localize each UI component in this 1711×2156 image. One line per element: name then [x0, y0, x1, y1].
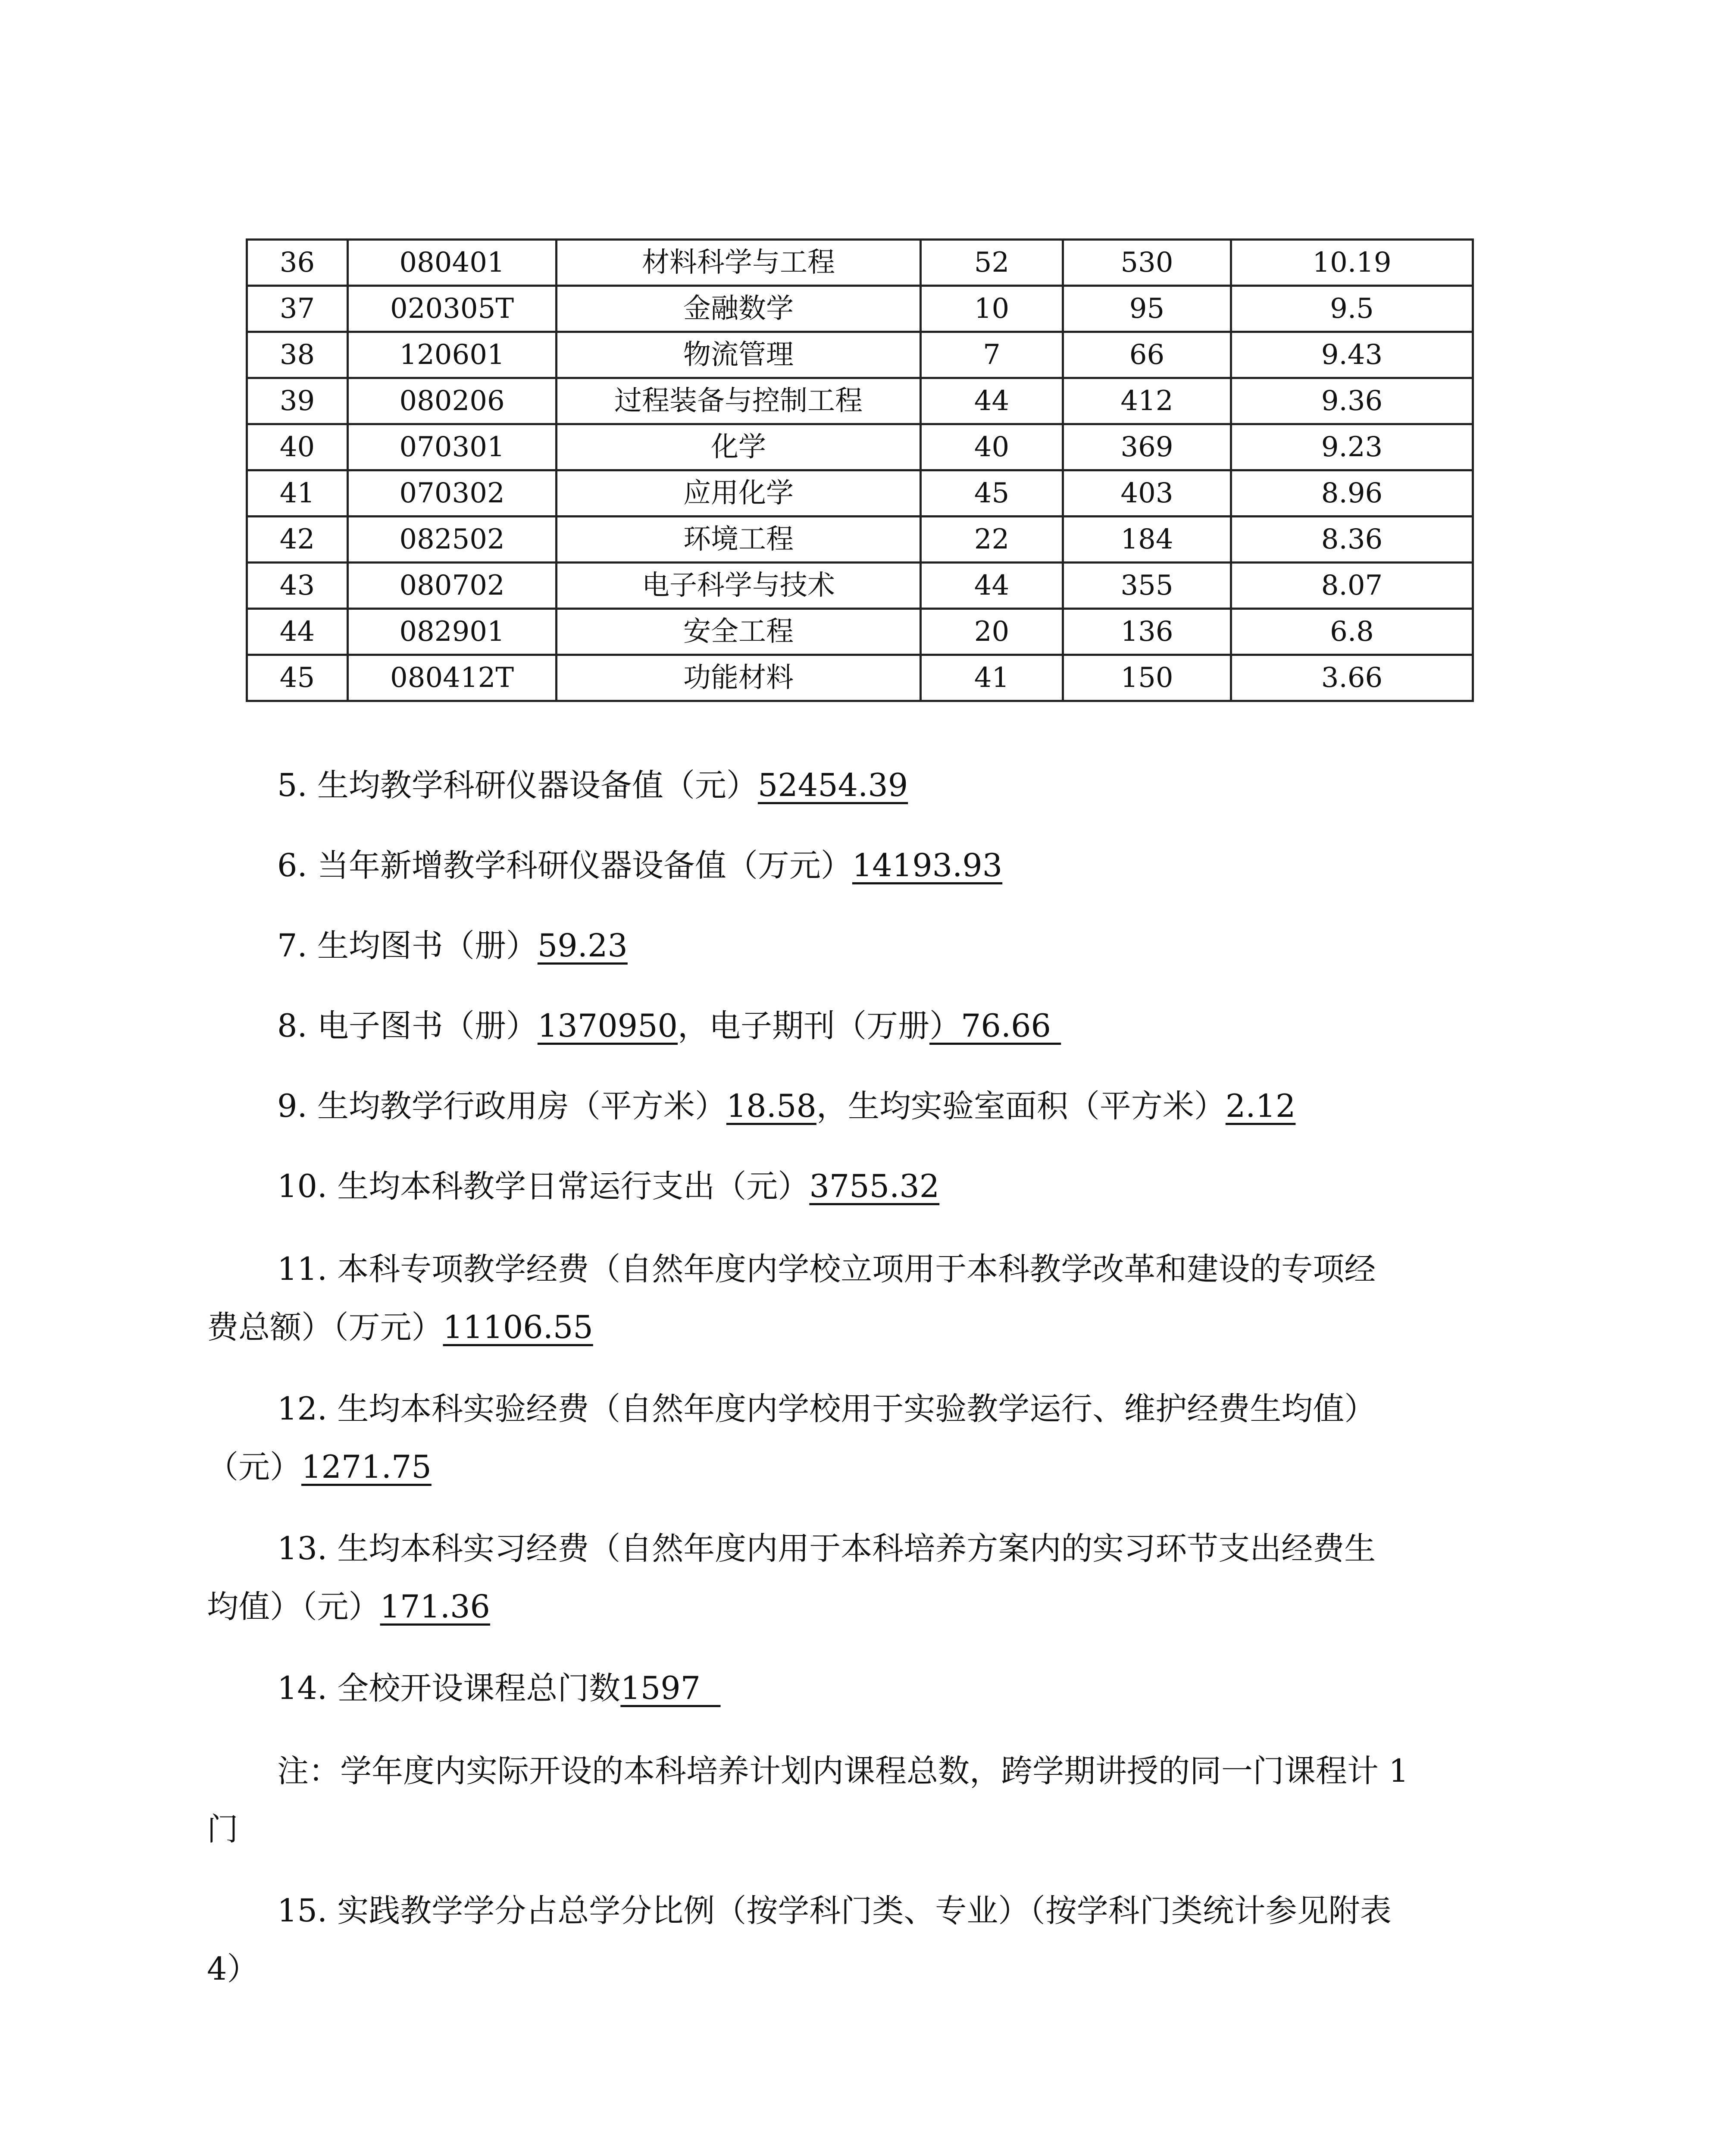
- value-b-cell: 369: [1063, 424, 1231, 470]
- value-a-cell: 41: [921, 655, 1063, 701]
- item-13-line2: [207, 1584, 490, 1630]
- major-name-cell: 电子科学与技术: [557, 563, 921, 609]
- value-a-cell: 52: [921, 240, 1063, 286]
- item-8-value: 1370950: [537, 1008, 678, 1044]
- item-6: [277, 843, 1002, 889]
- item-10-label: 10. 生均本科教学日常运行支出（元）: [277, 1168, 810, 1205]
- major-name-cell: 功能材料: [557, 655, 921, 701]
- item-10: [277, 1163, 939, 1210]
- item-6-value: 14193.93: [852, 847, 1003, 884]
- value-b-cell: 403: [1063, 470, 1231, 517]
- value-b-cell: 150: [1063, 655, 1231, 701]
- value-a-cell: 44: [921, 378, 1063, 424]
- item-9: [277, 1083, 1295, 1130]
- item-13-value: 171.36: [380, 1589, 490, 1625]
- note-line1: 注：学年度内实际开设的本科培养计划内课程总数，跨学期讲授的同一门课程计 1: [277, 1753, 1409, 1789]
- major-name-cell: 化学: [557, 424, 921, 470]
- value-a-cell: 44: [921, 563, 1063, 609]
- item-11-label: 费总额）（万元）: [207, 1309, 443, 1346]
- item-14-value: 1597: [620, 1670, 721, 1707]
- ratio-cell: 8.07: [1231, 563, 1473, 609]
- value-b-cell: 355: [1063, 563, 1231, 609]
- ratio-cell: 6.8: [1231, 609, 1473, 655]
- value-a-cell: 10: [921, 286, 1063, 332]
- item-5-label: 5. 生均教学科研仪器设备值（元）: [277, 767, 758, 804]
- ratio-cell: 9.5: [1231, 286, 1473, 332]
- item-12-value: 1271.75: [301, 1449, 432, 1485]
- major-code-cell: 120601: [348, 332, 557, 378]
- ratio-cell: 9.36: [1231, 378, 1473, 424]
- table-row: [247, 424, 1473, 470]
- ratio-cell: 8.96: [1231, 470, 1473, 517]
- data-table-body: [247, 240, 1473, 701]
- item-11-line1: 11. 本科专项教学经费（自然年度内学校立项用于本科教学改革和建设的专项经: [277, 1251, 1376, 1288]
- major-code-cell: 080206: [348, 378, 557, 424]
- item-9-value2: 2.12: [1225, 1088, 1296, 1125]
- item-11-line2: [207, 1304, 593, 1351]
- item-14: [277, 1665, 721, 1712]
- note-line2: 门: [207, 1811, 238, 1848]
- major-name-cell: 金融数学: [557, 286, 921, 332]
- item-5: [277, 762, 908, 809]
- ratio-cell: 9.23: [1231, 424, 1473, 470]
- table-row: [247, 563, 1473, 609]
- item-12-label: （元）: [207, 1449, 301, 1485]
- table-row: [247, 470, 1473, 517]
- value-a-cell: 7: [921, 332, 1063, 378]
- table-row: [247, 286, 1473, 332]
- item-13-line1: 13. 生均本科实习经费（自然年度内用于本科培养方案内的实习环节支出经费生: [277, 1530, 1376, 1567]
- ratio-cell: 10.19: [1231, 240, 1473, 286]
- value-b-cell: 184: [1063, 517, 1231, 563]
- row-index-cell: 41: [247, 470, 348, 517]
- item-10-value: 3755.32: [809, 1168, 940, 1205]
- data-table: [246, 238, 1474, 702]
- value-b-cell: 66: [1063, 332, 1231, 378]
- major-name-cell: 物流管理: [557, 332, 921, 378]
- item-12-line1: 12. 生均本科实验经费（自然年度内学校用于实验教学运行、维护经费生均值）: [277, 1391, 1376, 1427]
- value-b-cell: 412: [1063, 378, 1231, 424]
- item-7: [277, 923, 628, 969]
- value-a-cell: 40: [921, 424, 1063, 470]
- major-code-cell: 080412T: [348, 655, 557, 701]
- row-index-cell: 38: [247, 332, 348, 378]
- value-a-cell: 20: [921, 609, 1063, 655]
- row-index-cell: 44: [247, 609, 348, 655]
- value-a-cell: 22: [921, 517, 1063, 563]
- item-8-label: 8. 电子图书（册）: [277, 1008, 538, 1044]
- item-13-label: 均值）（元）: [207, 1589, 380, 1625]
- major-code-cell: 070301: [348, 424, 557, 470]
- table-row: [247, 332, 1473, 378]
- row-index-cell: 37: [247, 286, 348, 332]
- item-15-line2: 4）: [207, 1951, 259, 1987]
- table-row: [247, 378, 1473, 424]
- item-11-value: 11106.55: [443, 1309, 593, 1346]
- item-14-label: 14. 全校开设课程总门数: [277, 1670, 621, 1707]
- major-code-cell: 082901: [348, 609, 557, 655]
- item-9-value: 18.58: [726, 1088, 816, 1125]
- item-7-value: 59.23: [537, 928, 628, 964]
- value-a-cell: 45: [921, 470, 1063, 517]
- table-row: [247, 517, 1473, 563]
- row-index-cell: 42: [247, 517, 348, 563]
- ratio-cell: 3.66: [1231, 655, 1473, 701]
- table-row: [247, 609, 1473, 655]
- major-name-cell: 安全工程: [557, 609, 921, 655]
- table-row: [247, 240, 1473, 286]
- item-8-value2: ）76.66: [929, 1008, 1061, 1044]
- row-index-cell: 40: [247, 424, 348, 470]
- major-code-cell: 070302: [348, 470, 557, 517]
- row-index-cell: 45: [247, 655, 348, 701]
- major-name-cell: 应用化学: [557, 470, 921, 517]
- major-name-cell: 环境工程: [557, 517, 921, 563]
- ratio-cell: 9.43: [1231, 332, 1473, 378]
- value-b-cell: 95: [1063, 286, 1231, 332]
- item-8: [277, 1003, 1061, 1050]
- major-name-cell: 材料科学与工程: [557, 240, 921, 286]
- item-15-line1: 15. 实践教学学分占总学分比例（按学科门类、专业）（按学科门类统计参见附表: [277, 1893, 1392, 1929]
- item-9-label: 9. 生均教学行政用房（平方米）: [277, 1088, 726, 1125]
- major-code-cell: 020305T: [348, 286, 557, 332]
- row-index-cell: 43: [247, 563, 348, 609]
- row-index-cell: 36: [247, 240, 348, 286]
- row-index-cell: 39: [247, 378, 348, 424]
- item-6-label: 6. 当年新增教学科研仪器设备值（万元）: [277, 847, 852, 884]
- value-b-cell: 136: [1063, 609, 1231, 655]
- value-b-cell: 530: [1063, 240, 1231, 286]
- major-code-cell: 080401: [348, 240, 557, 286]
- item-7-label: 7. 生均图书（册）: [277, 928, 538, 964]
- major-code-cell: 082502: [348, 517, 557, 563]
- item-12-line2: [207, 1444, 432, 1491]
- item-8-separator: ，电子期刊（万册: [677, 1008, 929, 1044]
- major-name-cell: 过程装备与控制工程: [557, 378, 921, 424]
- item-9-separator: ，生均实验室面积（平方米）: [816, 1088, 1226, 1125]
- major-code-cell: 080702: [348, 563, 557, 609]
- table-row: [247, 655, 1473, 701]
- ratio-cell: 8.36: [1231, 517, 1473, 563]
- item-5-value: 52454.39: [757, 767, 908, 804]
